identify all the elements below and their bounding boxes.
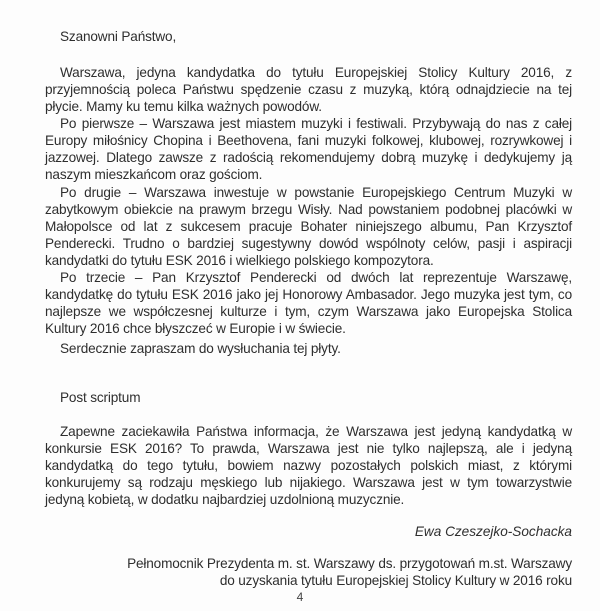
role-line: do uzyskania tytułu Europejskiej Stolicy Kultury w 2016 roku [219,573,572,588]
paragraph-first-reason [45,115,572,183]
paragraph-second-reason [45,184,572,269]
paragraph-text: Po drugie – Warszawa inwestuje w powstanie Europejskiego Centrum Muzyki w zabytkowym obiekcie na prawym brzegu Wisły. Nad powstaniem podobnej placówki w Małopolsce od lat z sukcesem pracuje Bohater niniejszego albumu, Pan Krzysztof Penderecki. Trudno o bardziej sugestywny dowód wspólnoty celów, pasji i aspiracji kandydatki do tytułu ESK 2016 i wielkiego polskiego kompozytora. [45,185,572,268]
salutation-text: Szanowni Państwo, [60,29,177,44]
paragraph-third-reason [45,269,572,337]
signature: Ewa Czeszejko-Sochacka [414,524,572,539]
postscript-text: Zapewne zaciekawiła Państwa informacja, że Warszawa jest jedyną kandydatką w konkursie ESK 2016? To prawda, Warszawa jest nie tylko najlepszą, ale i jedyną kandydatką do tego tytułu, bowiem nazwy pozostałych polskich miast, z którymi konkurujemy są rodzaju męskiego lub nijakiego. Warszawa jest w tym towarzystwie jedyną kobietą, w dodatku najbardziej uzdolnioną muzycznie. [45,424,572,507]
paragraph-text: Po trzecie – Pan Krzysztof Penderecki od dwóch lat reprezentuje Warszawę, kandydatkę do tytułu ESK 2016 jako jej Honorowy Ambasador. Jego muzyka jest tym, co najlepsze we współczesnej kulturze i tym, czym Warszawa jako Europejska Stolica Kultury 2016 chce błyszczeć w Europie i w świecie. [45,270,572,336]
signatory-role [102,555,572,589]
postscript-heading [45,389,572,406]
paragraph-intro [45,64,572,115]
salutation [45,28,572,45]
paragraph-text: Po pierwsze – Warszawa jest miastem muzyki i festiwali. Przybywają do nas z całej Europy miłośnicy Chopina i Beethovena, fani muzyki folkowej, klubowej, rozrywkowej i jazzowej. Dlatego zawsze z radością rekomendujemy dobrą muzykę i dedykujemy ją naszym mieszkańcom oraz gościom. [45,116,572,182]
paragraph-text: Warszawa, jedyna kandydatka do tytułu Europejskiej Stolicy Kultury 2016, z przyjemnością poleca Państwu spędzenie czasu z muzyką, którą odnajdziecie na tej płycie. Mamy ku temu kilka ważnych powodów. [45,65,572,114]
postscript-paragraph [45,423,572,508]
page-number: 4 [296,590,304,604]
role-line: Pełnomocnik Prezydenta m. st. Warszawy ds. przygotowań m.st. Warszawy [127,556,572,571]
closing-text: Serdecznie zapraszam do wysłuchania tej płyty. [60,341,341,356]
closing-line [45,340,572,357]
postscript-title: Post scriptum [60,390,141,405]
